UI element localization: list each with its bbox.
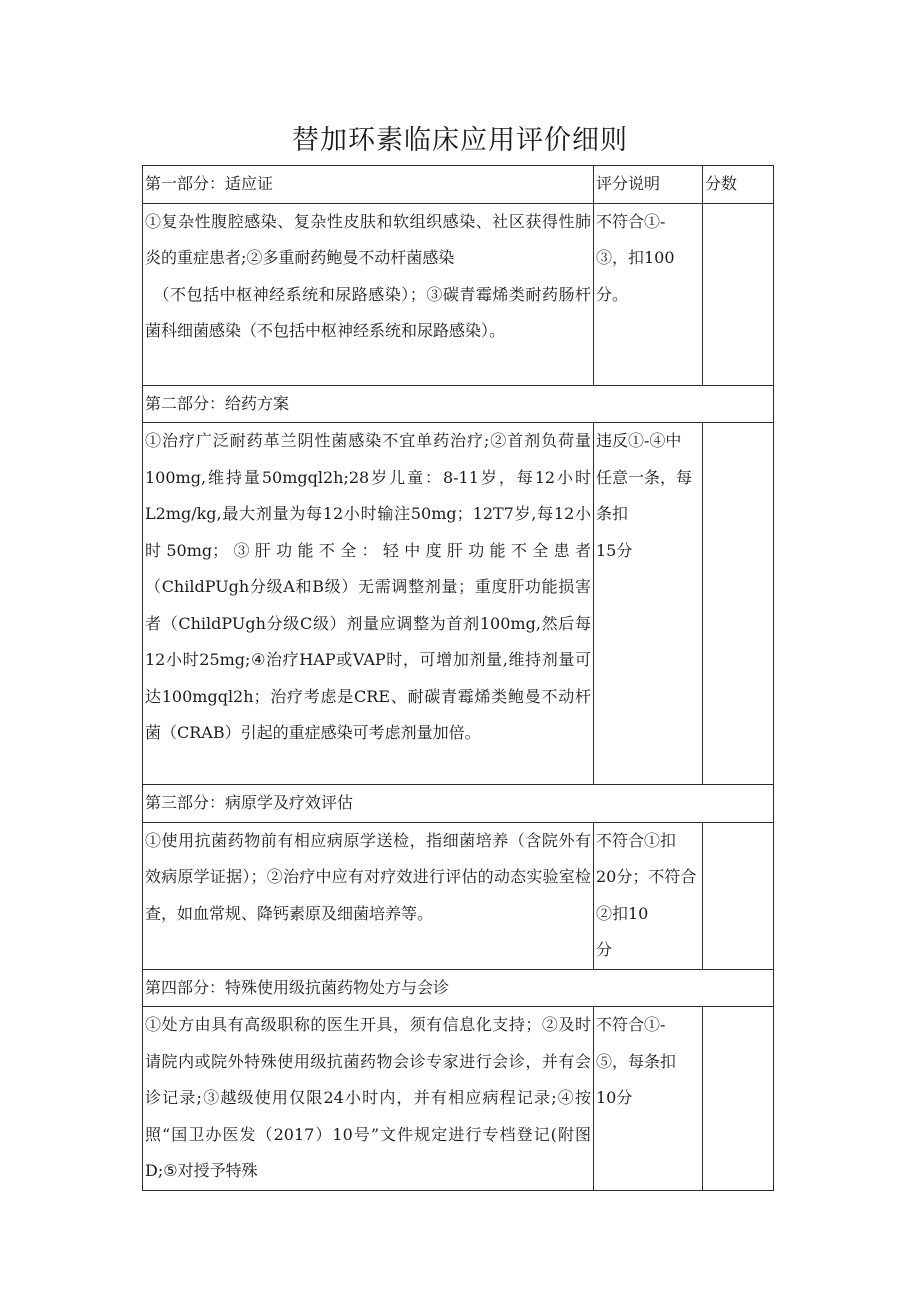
- scoring-note-part4: 不符合①- ⑤，每条扣 10分: [594, 1007, 703, 1191]
- table-row: [143, 423, 774, 785]
- section-heading-row: [143, 385, 774, 423]
- score-cell-part1[interactable]: [703, 203, 774, 385]
- section-heading-part2: 第二部分：给药方案: [143, 385, 774, 423]
- score-cell-part3[interactable]: [703, 822, 774, 969]
- scoring-note-part2: 违反①-④中 任意一条，每 条扣 15分: [594, 423, 703, 785]
- scoring-note-part3: 不符合①扣 20分；不符合 ②扣10 分: [594, 822, 703, 969]
- evaluation-table: [142, 165, 774, 1191]
- section-heading-part1: 第一部分：适应证: [143, 166, 594, 204]
- section-heading-row: [143, 969, 774, 1007]
- section-content-part1: ①复杂性腹腔感染、复杂性皮肤和软组织感染、社区获得性肺炎的重症患者;②多重耐药鲍曼不动杆菌感染 （不包括中枢神经系统和尿路感染）；③碳青霉烯类耐药肠杆菌科细菌感染（不包括中枢神经系统和尿路感染）。: [143, 203, 594, 385]
- section-content-part4: ①处方由具有高级职称的医生开具，须有信息化支持；②及时请院内或院外特殊使用级抗菌药物会诊专家进行会诊，并有会诊记录;③越级使用仅限24小时内，并有相应病程记录;④按照“国卫办医发（2017）10号”文件规定进行专档登记(附图D;⑤对授予特殊: [143, 1007, 594, 1191]
- table-row: [143, 822, 774, 969]
- score-cell-part4[interactable]: [703, 1007, 774, 1191]
- column-header-description: 评分说明: [594, 166, 703, 204]
- section-heading-part3: 第三部分：病原学及疗效评估: [143, 785, 774, 823]
- header-row: [143, 166, 774, 204]
- section-content-part2: ①治疗广泛耐药革兰阴性菌感染不宜单药治疗;②首剂负荷量100mg,维持量50mgql2h;28岁儿童：8-11岁，每12小时L2mg/kg,最大剂量为每12小时输注50mg；12T7岁,每12小时50mg；③肝功能不全：轻中度肝功能不全患者（ChildPUgh分级A和B级）无需调整剂量；重度肝功能损害者（ChildPUgh分级C级）剂量应调整为首剂100mg,然后每12小时25mg;④治疗HAP或VAP时，可增加剂量,维持剂量可达100mgql2h；治疗考虑是CRE、耐碳青霉烯类鲍曼不动杆菌（CRAB）引起的重症感染可考虑剂量加倍。: [143, 423, 594, 785]
- table-row: [143, 203, 774, 385]
- section-heading-row: [143, 785, 774, 823]
- section-content-part3: ①使用抗菌药物前有相应病原学送检，指细菌培养（含院外有效病原学证据）；②治疗中应有对疗效进行评估的动态实验室检查，如血常规、降钙素原及细菌培养等。: [143, 822, 594, 969]
- table-row: [143, 1007, 774, 1191]
- column-header-score: 分数: [703, 166, 774, 204]
- document-title: 替加环素临床应用评价细则: [292, 125, 628, 156]
- section-heading-part4: 第四部分：特殊使用级抗菌药物处方与会诊: [143, 969, 774, 1007]
- scoring-note-part1: 不符合①- ③，扣100 分。: [594, 203, 703, 385]
- score-cell-part2[interactable]: [703, 423, 774, 785]
